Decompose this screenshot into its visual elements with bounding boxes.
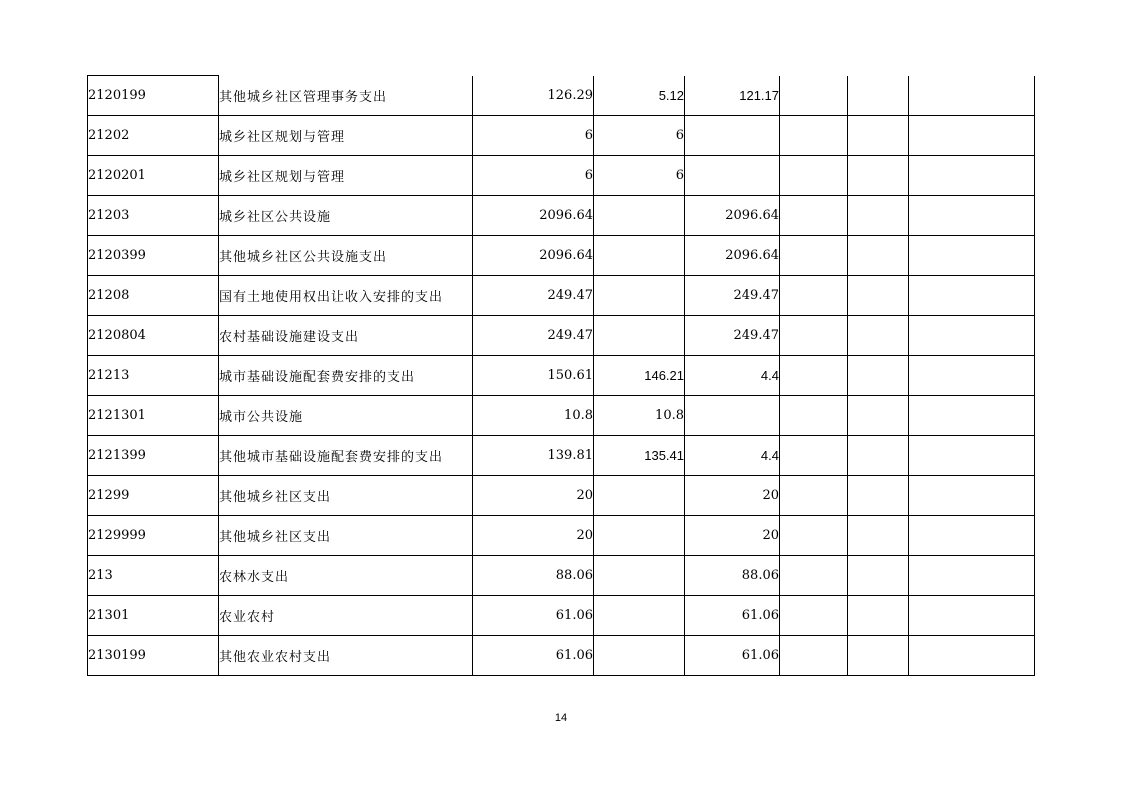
cell-project [685,116,780,156]
cell-empty-1 [780,356,848,396]
cell-code: 21213 [88,356,219,396]
cell-basic [594,596,685,636]
cell-empty-2 [848,436,909,476]
cell-empty-2 [848,116,909,156]
cell-empty-1 [780,196,848,236]
table-row [88,196,1035,236]
cell-total: 61.06 [473,636,594,676]
cell-basic [594,196,685,236]
cell-project [685,156,780,196]
cell-code: 2130199 [88,636,219,676]
cell-name: 城乡社区规划与管理 [219,116,473,156]
cell-code: 21203 [88,196,219,236]
cell-empty-1 [780,236,848,276]
cell-project: 61.06 [685,636,780,676]
budget-expenditure-table [87,75,1035,676]
cell-name: 农业农村 [219,596,473,636]
table-row [88,396,1035,436]
cell-basic: 6 [594,156,685,196]
cell-empty-2 [848,636,909,676]
cell-project: 4.4 [685,356,780,396]
table-row [88,316,1035,356]
table-row [88,556,1035,596]
cell-project: 2096.64 [685,196,780,236]
cell-empty-1 [780,436,848,476]
cell-code: 21301 [88,596,219,636]
cell-total: 139.81 [473,436,594,476]
cell-empty-2 [848,516,909,556]
cell-name: 城乡社区规划与管理 [219,156,473,196]
cell-project: 249.47 [685,276,780,316]
cell-name: 城乡社区公共设施 [219,196,473,236]
cell-basic [594,516,685,556]
cell-project: 249.47 [685,316,780,356]
cell-total: 150.61 [473,356,594,396]
table-row [88,436,1035,476]
cell-total: 20 [473,516,594,556]
cell-project: 20 [685,516,780,556]
cell-name: 其他农业农村支出 [219,636,473,676]
cell-project: 20 [685,476,780,516]
cell-basic: 6 [594,116,685,156]
cell-code: 2120199 [88,76,219,116]
cell-empty-3 [909,596,1035,636]
cell-total: 6 [473,116,594,156]
cell-empty-3 [909,276,1035,316]
cell-name: 其他城市基础设施配套费安排的支出 [219,436,473,476]
cell-basic [594,556,685,596]
cell-empty-2 [848,316,909,356]
cell-code: 2121399 [88,436,219,476]
cell-empty-3 [909,316,1035,356]
cell-empty-2 [848,236,909,276]
page-number: 14 [554,712,568,724]
cell-empty-3 [909,236,1035,276]
cell-empty-3 [909,196,1035,236]
cell-empty-1 [780,636,848,676]
cell-empty-3 [909,76,1035,116]
cell-empty-2 [848,596,909,636]
cell-total: 61.06 [473,596,594,636]
cell-empty-1 [780,396,848,436]
cell-basic: 5.12 [594,76,685,116]
table-row [88,76,1035,116]
table-row [88,276,1035,316]
cell-name: 农林水支出 [219,556,473,596]
table-row [88,236,1035,276]
cell-empty-3 [909,636,1035,676]
cell-empty-2 [848,196,909,236]
cell-code: 21202 [88,116,219,156]
cell-project: 88.06 [685,556,780,596]
cell-empty-2 [848,396,909,436]
cell-empty-1 [780,596,848,636]
cell-empty-1 [780,156,848,196]
cell-empty-2 [848,276,909,316]
cell-basic [594,236,685,276]
cell-empty-1 [780,76,848,116]
cell-empty-1 [780,476,848,516]
cell-name: 其他城乡社区管理事务支出 [219,76,473,116]
table-body [88,76,1035,676]
table-row [88,636,1035,676]
cell-empty-1 [780,276,848,316]
cell-empty-3 [909,556,1035,596]
cell-empty-2 [848,156,909,196]
cell-empty-2 [848,76,909,116]
cell-name: 城市基础设施配套费安排的支出 [219,356,473,396]
cell-empty-1 [780,516,848,556]
cell-basic: 146.21 [594,356,685,396]
cell-code: 2120201 [88,156,219,196]
cell-empty-3 [909,116,1035,156]
cell-total: 2096.64 [473,196,594,236]
cell-code: 21208 [88,276,219,316]
cell-total: 88.06 [473,556,594,596]
cell-project [685,396,780,436]
cell-project: 61.06 [685,596,780,636]
cell-empty-1 [780,116,848,156]
cell-empty-3 [909,436,1035,476]
cell-code: 2120804 [88,316,219,356]
cell-basic [594,476,685,516]
cell-empty-3 [909,156,1035,196]
cell-basic: 10.8 [594,396,685,436]
table-row [88,116,1035,156]
cell-total: 20 [473,476,594,516]
cell-code: 213 [88,556,219,596]
cell-basic [594,276,685,316]
cell-code: 2129999 [88,516,219,556]
cell-empty-3 [909,396,1035,436]
table-row [88,476,1035,516]
cell-code: 21299 [88,476,219,516]
cell-total: 10.8 [473,396,594,436]
cell-total: 126.29 [473,76,594,116]
cell-basic [594,316,685,356]
cell-empty-2 [848,476,909,516]
cell-basic: 135.41 [594,436,685,476]
cell-empty-1 [780,316,848,356]
cell-total: 249.47 [473,276,594,316]
cell-total: 6 [473,156,594,196]
cell-name: 国有土地使用权出让收入安排的支出 [219,276,473,316]
table-row [88,356,1035,396]
cell-empty-2 [848,356,909,396]
cell-total: 249.47 [473,316,594,356]
cell-project: 121.17 [685,76,780,116]
cell-code: 2120399 [88,236,219,276]
cell-name: 城市公共设施 [219,396,473,436]
cell-name: 农村基础设施建设支出 [219,316,473,356]
cell-code: 2121301 [88,396,219,436]
cell-empty-3 [909,516,1035,556]
cell-empty-2 [848,556,909,596]
cell-name: 其他城乡社区支出 [219,516,473,556]
cell-project: 4.4 [685,436,780,476]
cell-total: 2096.64 [473,236,594,276]
cell-empty-1 [780,556,848,596]
cell-name: 其他城乡社区公共设施支出 [219,236,473,276]
table-row [88,596,1035,636]
table-row [88,156,1035,196]
cell-project: 2096.64 [685,236,780,276]
cell-name: 其他城乡社区支出 [219,476,473,516]
cell-empty-3 [909,476,1035,516]
table-row [88,516,1035,556]
cell-empty-3 [909,356,1035,396]
cell-basic [594,636,685,676]
